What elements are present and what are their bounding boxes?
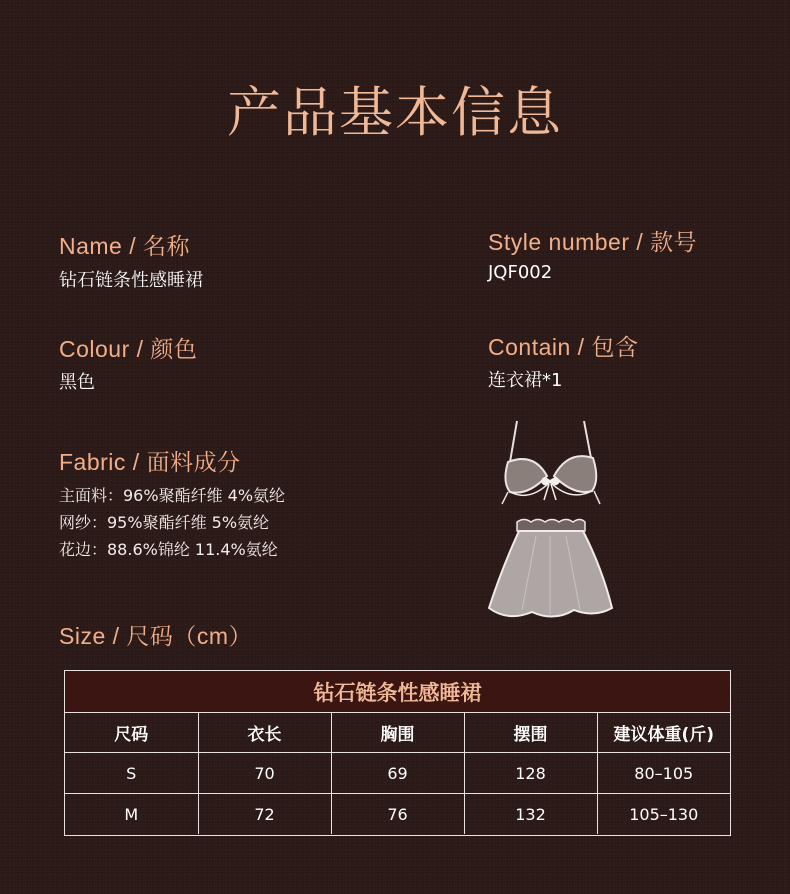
fabric-composition bbox=[59, 482, 285, 563]
contain-label: Contain / 包含 bbox=[488, 334, 639, 360]
name-value: 钻石链条性感睡裙 bbox=[59, 270, 203, 291]
size-table bbox=[64, 670, 731, 836]
contain-value: 连衣裙*1 bbox=[488, 370, 563, 391]
size-table-grid bbox=[65, 713, 730, 834]
cell-bust: 69 bbox=[331, 753, 464, 794]
size-label: Size / 尺码（cm） bbox=[59, 623, 253, 649]
style-number-value: JQF002 bbox=[488, 262, 553, 283]
size-table-title: 钻石链条性感睡裙 bbox=[65, 671, 730, 713]
cell-length: 72 bbox=[198, 794, 331, 835]
header-bust: 胸围 bbox=[331, 713, 464, 753]
style-number-label: Style number / 款号 bbox=[488, 229, 698, 255]
header-size: 尺码 bbox=[65, 713, 198, 753]
header-length: 衣长 bbox=[198, 713, 331, 753]
cell-weight: 105–130 bbox=[597, 794, 730, 835]
name-label: Name / 名称 bbox=[59, 233, 191, 259]
cell-hem: 128 bbox=[464, 753, 597, 794]
cell-bust: 76 bbox=[331, 794, 464, 835]
cell-size: S bbox=[65, 753, 198, 794]
header-hem: 摆围 bbox=[464, 713, 597, 753]
fabric-line-mesh: 网纱：95%聚酯纤维 5%氨纶 bbox=[59, 513, 270, 532]
cell-hem: 132 bbox=[464, 794, 597, 835]
page-title: 产品基本信息 bbox=[227, 81, 563, 144]
table-row bbox=[65, 753, 730, 794]
fabric-line-main: 主面料：96%聚酯纤维 4%氨纶 bbox=[59, 486, 286, 505]
nightdress-illustration-icon bbox=[484, 418, 619, 624]
header-weight: 建议体重(斤) bbox=[597, 713, 730, 753]
colour-value: 黑色 bbox=[59, 372, 95, 393]
table-header-row bbox=[65, 713, 730, 753]
fabric-label: Fabric / 面料成分 bbox=[59, 449, 241, 475]
fabric-line-lace: 花边：88.6%锦纶 11.4%氨纶 bbox=[59, 540, 278, 559]
cell-weight: 80–105 bbox=[597, 753, 730, 794]
cell-size: M bbox=[65, 794, 198, 835]
cell-length: 70 bbox=[198, 753, 331, 794]
colour-label: Colour / 颜色 bbox=[59, 336, 198, 362]
table-row bbox=[65, 794, 730, 835]
